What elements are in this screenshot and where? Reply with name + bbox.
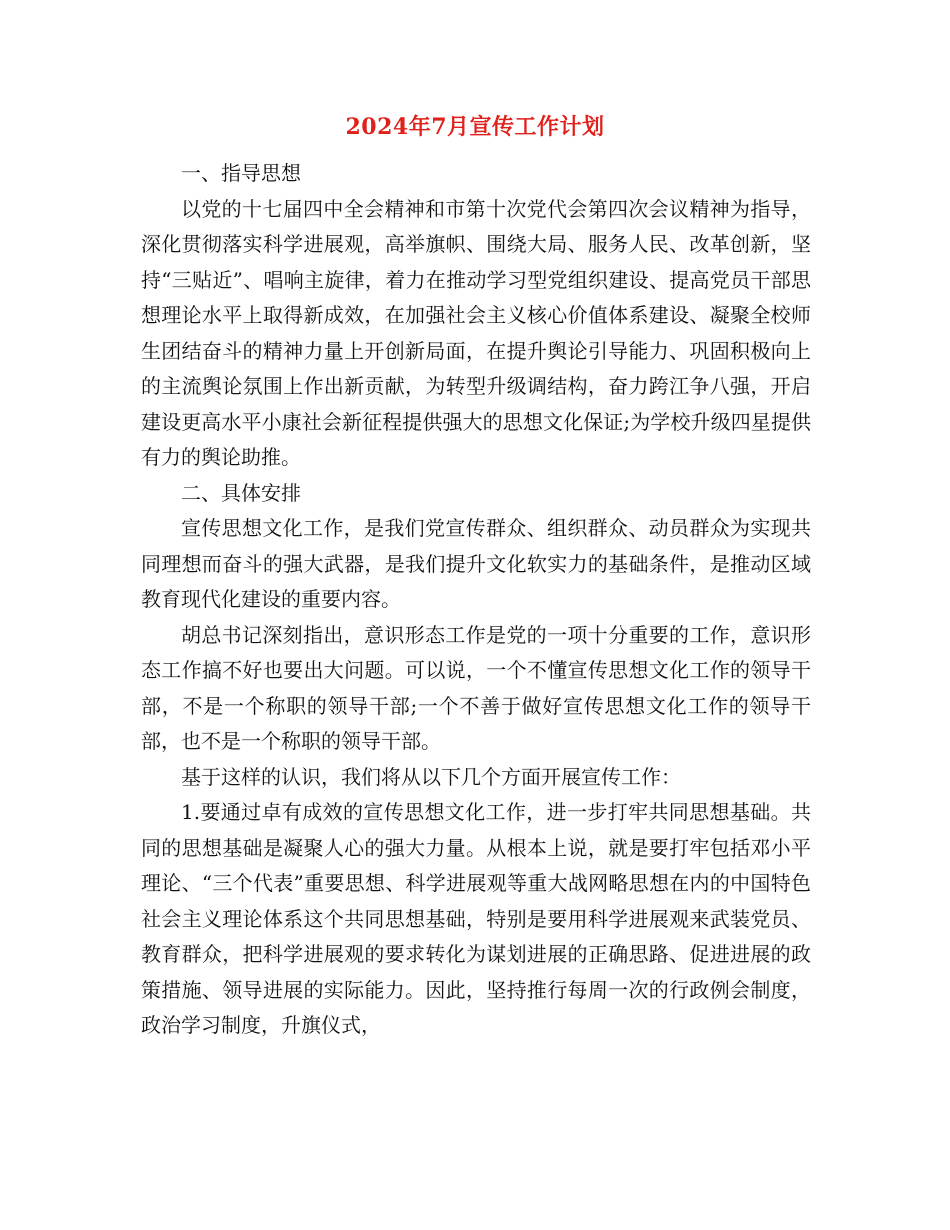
section-heading-guiding-ideology: 一、指导思想 <box>181 161 301 185</box>
paragraph-guiding-ideology: 以党的十七届四中全会精神和市第十次党代会第四次会议精神为指导，深化贯彻落实科学进展观，高举旗帜、围绕大局、服务人民、改革创新，坚持“三贴近”、唱响主旋律，着力在推动学习型党组织建设、提高党员干部思想理论水平上取得新成效，在加强社会主义核心价值体系建设、凝聚全校师生团结奋斗的精神力量上开创新局面，在提升舆论引导能力、巩固积极向上的主流舆论氛围上作出新贡献，为转型升级调结构，奋力跨江争八强，开启建设更高水平小康社会新征程提供强大的思想文化保证;为学校升级四星提供有力的舆论助推。 <box>141 196 811 469</box>
paragraph-propaganda-work: 宣传思想文化工作，是我们党宣传群众、组织群众、动员群众为实现共同理想而奋斗的强大武器，是我们提升文化软实力的基础条件，是推动区域教育现代化建设的重要内容。 <box>141 516 811 611</box>
paragraph-ideology-work: 胡总书记深刻指出，意识形态工作是党的一项十分重要的工作，意识形态工作搞不好也要出大问题。可以说，一个不懂宣传思想文化工作的领导干部，不是一个称职的领导干部;一个不善于做好宣传思想文化工作的领导干部，也不是一个称职的领导干部。 <box>141 622 811 753</box>
document-title: 2024年7月宣传工作计划 <box>345 114 605 140</box>
paragraph-item-1: 1.要通过卓有成效的宣传思想文化工作，进一步打牢共同思想基础。共同的思想基础是凝聚人心的强大力量。从根本上说，就是要打牢包括邓小平理论、“三个代表”重要思想、科学进展观等重大战网略思想在内的中国特色社会主义理论体系这个共同思想基础，特别是要用科学进展观来武装党员、教育群众，把科学进展观的要求转化为谋划进展的正确思路、促进进展的政策措施、领导进展的实际能力。因此，坚持推行每周一次的行政例会制度，政治学习制度，升旗仪式， <box>141 800 811 1037</box>
paragraph-based-on-understanding: 基于这样的认识，我们将从以下几个方面开展宣传工作： <box>181 764 681 789</box>
section-heading-specific-arrangements: 二、具体安排 <box>181 480 301 505</box>
document-body <box>141 156 811 1044</box>
